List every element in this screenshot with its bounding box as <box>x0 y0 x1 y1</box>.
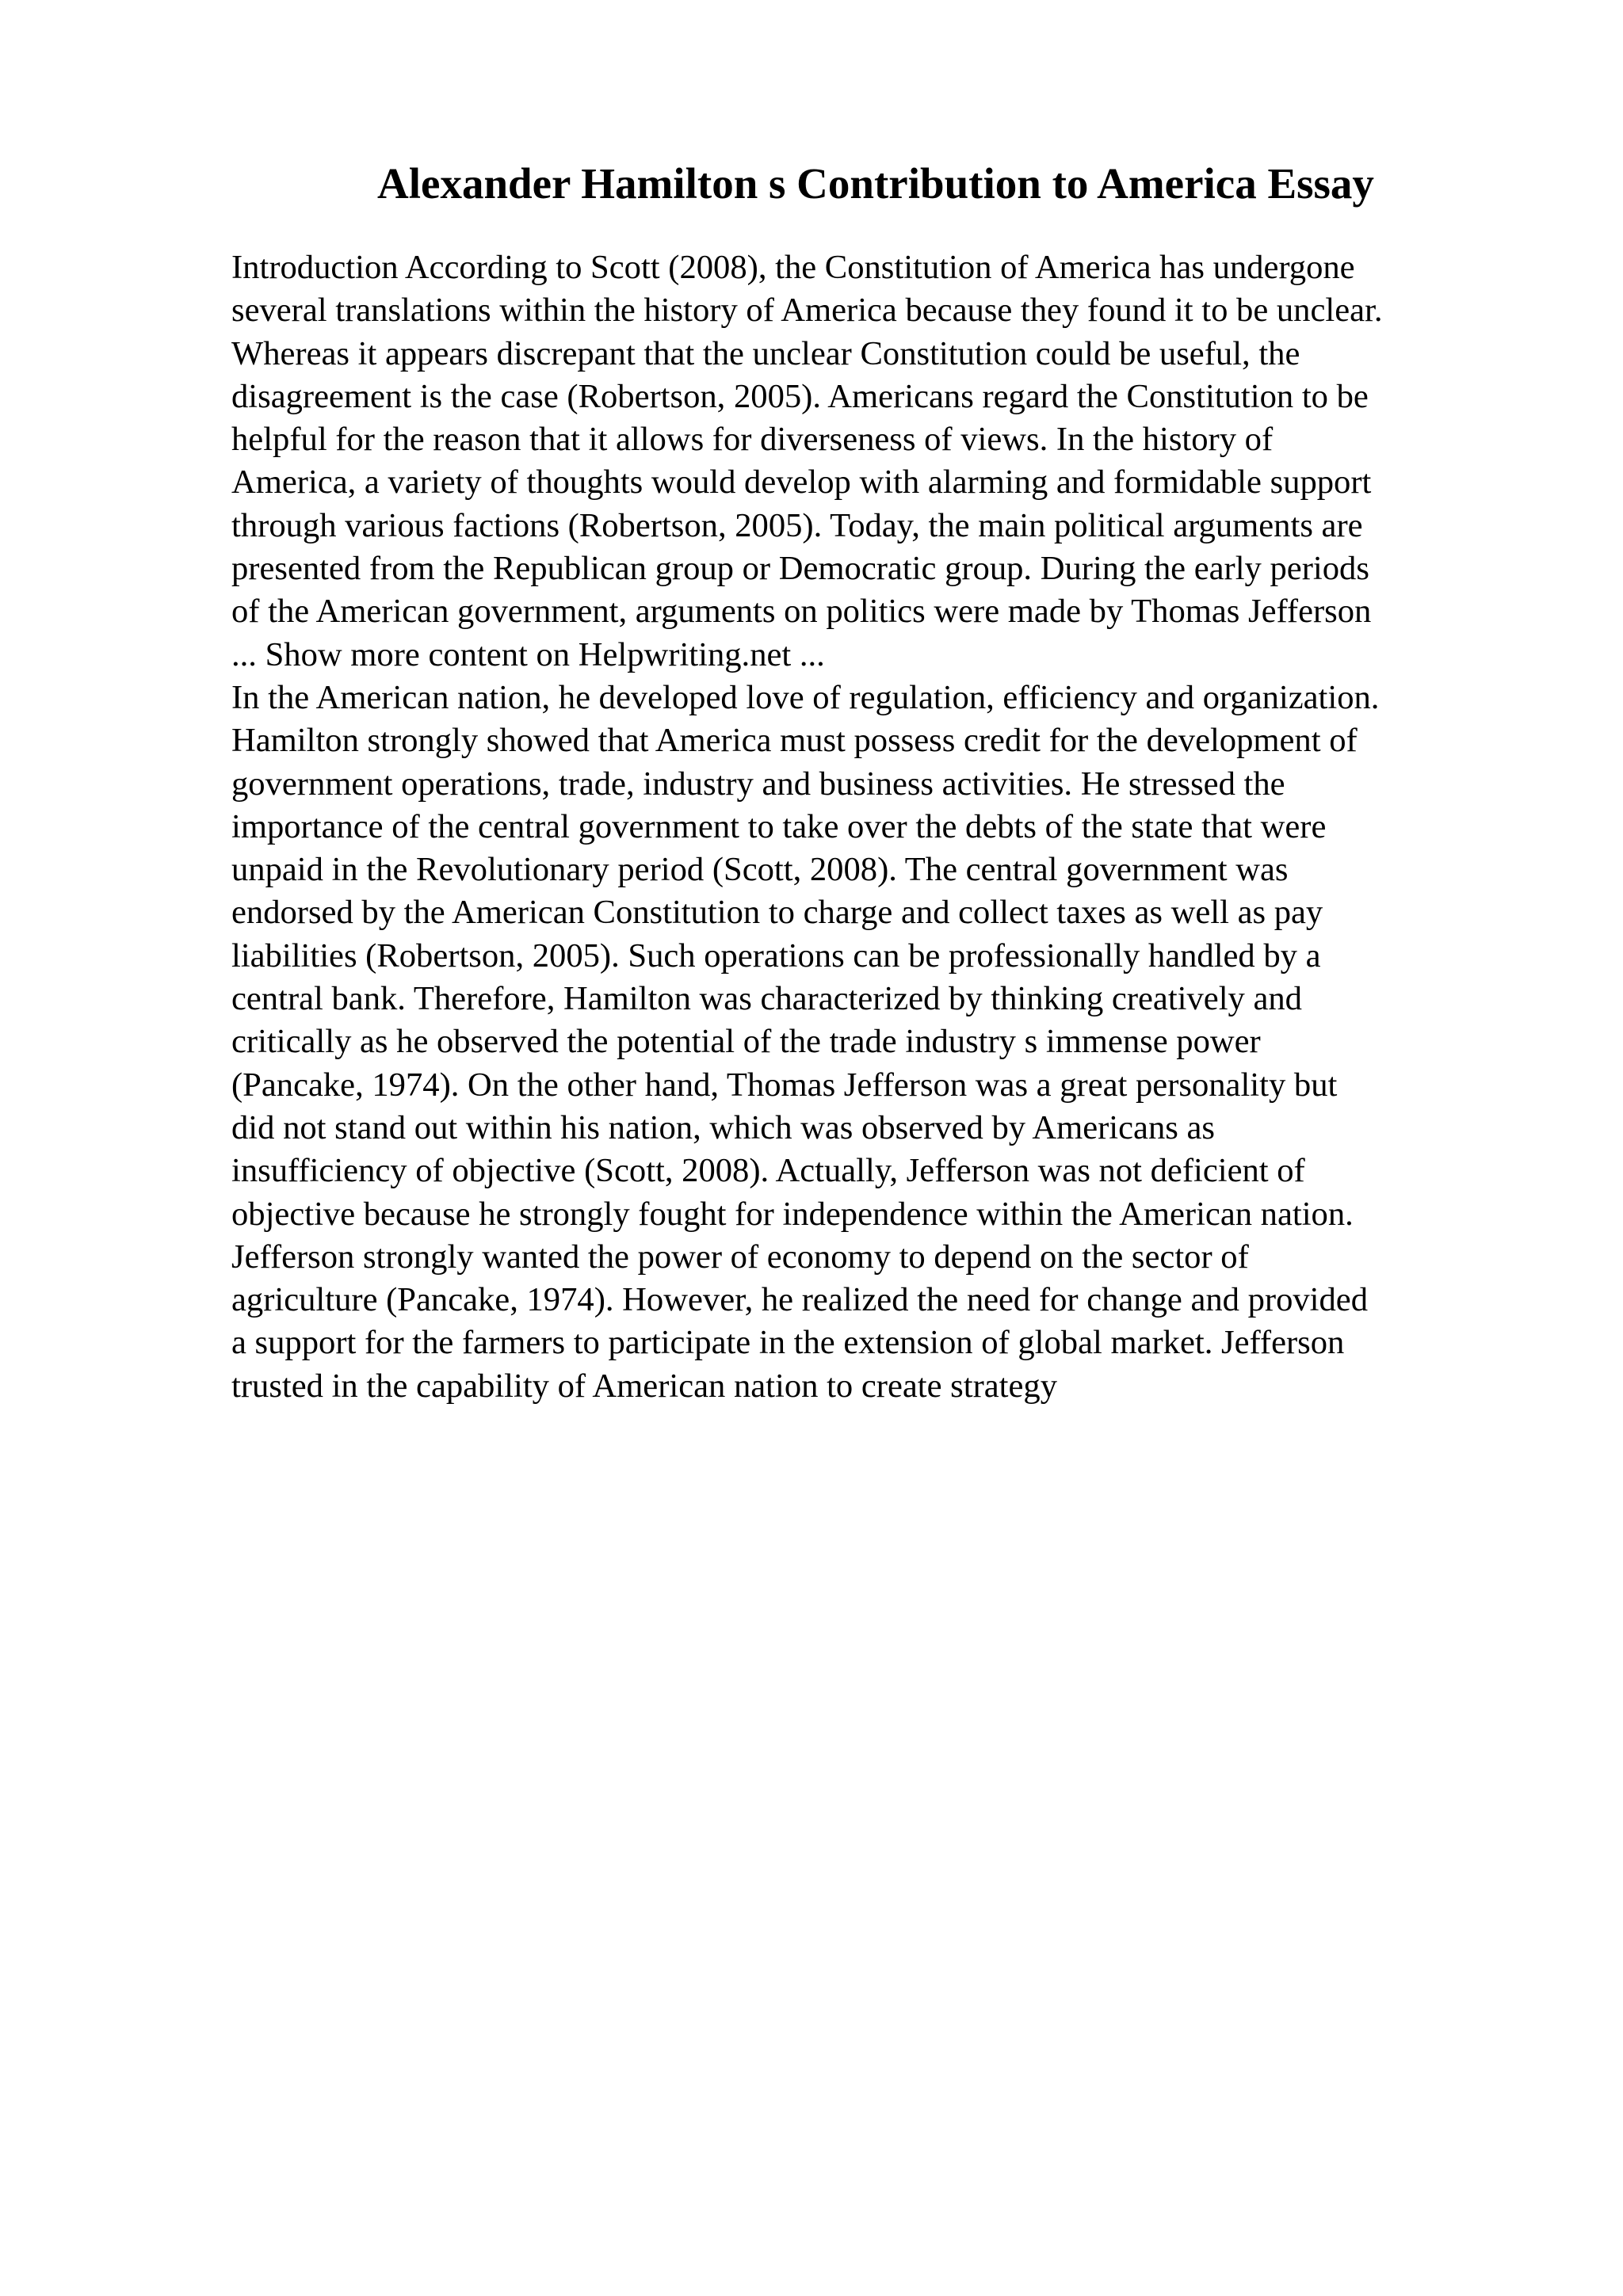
text-line: agriculture (Pancake, 1974). However, he realized the need for change and provided <box>231 1281 1369 1319</box>
text-line: a support for the farmers to participate in the extension of global market. Jefferson <box>231 1324 1345 1362</box>
essay-body <box>231 246 1610 1408</box>
text-line: In the American nation, he developed love of regulation, efficiency and organization. <box>231 678 1380 716</box>
document-title: Alexander Hamilton s Contribution to America Essay <box>377 159 1374 208</box>
text-line: helpful for the reason that it allows for diverseness of views. In the history of <box>231 421 1274 459</box>
text-line: central bank. Therefore, Hamilton was characterized by thinking creatively and <box>231 980 1302 1018</box>
text-line: disagreement is the case (Robertson, 2005). Americans regard the Constitution to be <box>231 377 1369 415</box>
show-more-link[interactable]: ... Show more content on Helpwriting.net ... <box>231 635 825 673</box>
text-line: objective because he strongly fought for independence within the American nation. <box>231 1195 1354 1233</box>
text-line: Hamilton strongly showed that America must possess credit for the development of <box>231 722 1358 760</box>
text-line: trusted in the capability of American nation to create strategy <box>231 1367 1057 1405</box>
text-line: Whereas it appears discrepant that the unclear Constitution could be useful, the <box>231 334 1300 372</box>
text-line: through various factions (Robertson, 2005). Today, the main political arguments are <box>231 506 1363 544</box>
text-line: critically as he observed the potential of the trade industry s immense power <box>231 1023 1261 1061</box>
text-line: of the American government, arguments on politics were made by Thomas Jefferson <box>231 593 1372 631</box>
text-line: several translations within the history of America because they found it to be unclear. <box>231 292 1383 330</box>
text-line: Jefferson strongly wanted the power of economy to depend on the sector of <box>231 1238 1249 1276</box>
text-line: (Pancake, 1974). On the other hand, Thomas Jefferson was a great personality but <box>231 1066 1338 1104</box>
text-line: unpaid in the Revolutionary period (Scott, 2008). The central government was <box>231 851 1289 889</box>
text-line: endorsed by the American Constitution to charge and collect taxes as well as pay <box>231 894 1323 932</box>
text-line: insufficiency of objective (Scott, 2008). Actually, Jefferson was not deficient of <box>231 1152 1305 1190</box>
text-line: presented from the Republican group or Democratic group. During the early periods <box>231 550 1369 588</box>
text-line: liabilities (Robertson, 2005). Such operations can be professionally handled by a <box>231 936 1321 974</box>
text-line: government operations, trade, industry and business activities. He stressed the <box>231 765 1285 803</box>
text-line: America, a variety of thoughts would develop with alarming and formidable support <box>231 463 1372 502</box>
text-line: importance of the central government to take over the debts of the state that were <box>231 807 1327 845</box>
text-line: Introduction According to Scott (2008), the Constitution of America has undergone <box>231 249 1355 286</box>
text-line: did not stand out within his nation, which was observed by Americans as <box>231 1108 1215 1146</box>
